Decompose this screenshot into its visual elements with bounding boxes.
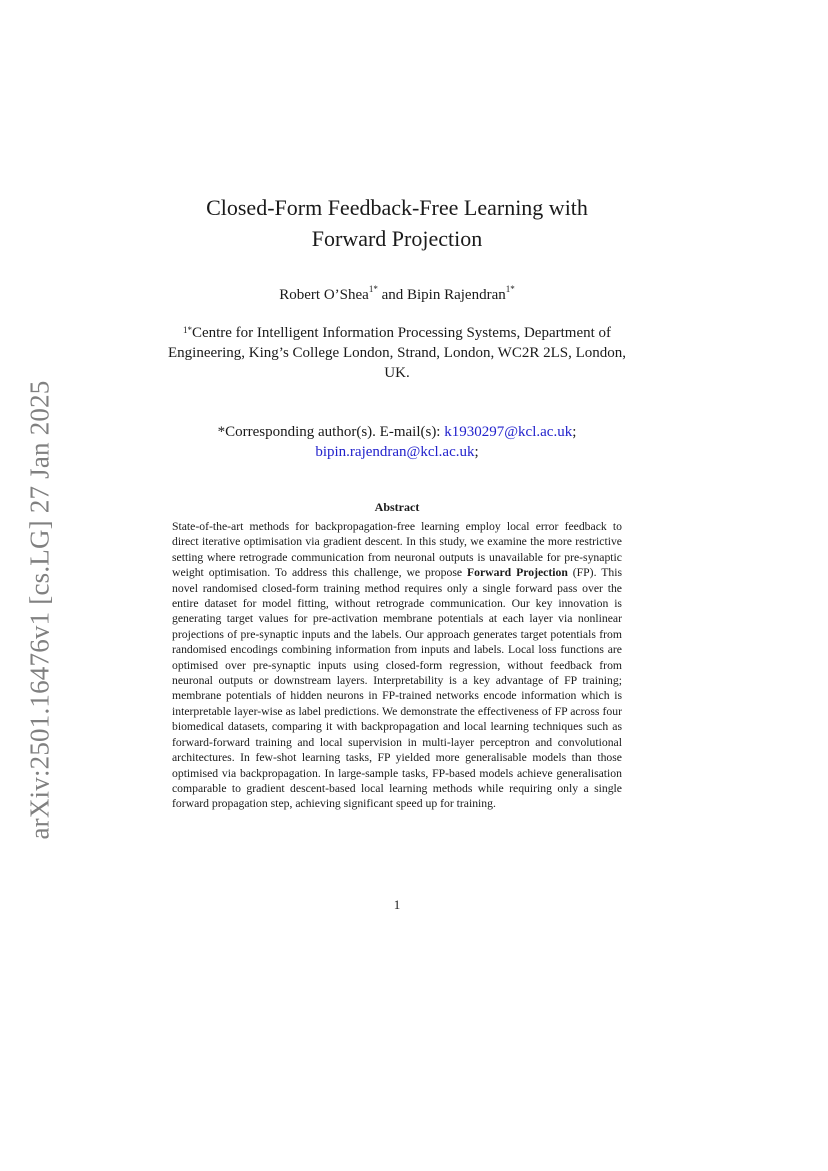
arxiv-stamp: arXiv:2501.16476v1 [cs.LG] 27 Jan 2025 (24, 380, 55, 840)
abstract-text: (FP). This novel randomised closed-form training method requires only a single forward pass over the entire dataset for model fitting, without retrograde communication. Our key innovation is generating target values for pre-activation membrane potentials at each layer via nonlinear projections of pre-synaptic inputs and the labels. Our approach generates target potentials from randomised encodings combining information from inputs and labels. Local loss functions are optimised over pre-synaptic inputs using closed-form regression, without feedback from neuronal outputs or downstream layers. Interpretability is a key advantage of FP training; membrane potentials of hidden neurons in FP-trained networks encode information which is interpretable layer-wise as label predictions. We demonstrate the effectiveness of FP across four biomedical datasets, comparing it with backpropagation and local learning techniques such as forward-forward training and local supervision in multi-layer perceptron and convolutional architectures. In few-shot learning tasks, FP yielded more generalisable models than those optimised via backpropagation. In large-sample tasks, FP-based models achieve generalisation comparable to gradient descent-based local learning methods while requiring only a single forward propagation step, achieving significant speed up for training. (172, 566, 623, 811)
title-line-2: Forward Projection (311, 226, 483, 251)
abstract-body (172, 519, 622, 812)
abstract-bold-term: Forward Projection (467, 566, 568, 580)
author-affiliation-mark: 1* (368, 284, 378, 294)
author-name: Robert O’Shea (279, 287, 369, 303)
affiliation (155, 323, 639, 383)
abstract-text: State-of-the-art methods for backpropagation-free learning employ local error feedback to direct iterative optimisation via gradient descent. In this study, we examine the more restrictive setting where retrograde communication from neuronal outputs is unavailable for pre-synaptic weight optimisation. To address this challenge, we propose (172, 520, 622, 580)
email-separator: ; (572, 424, 577, 440)
author-name: Bipin Rajendran (407, 287, 506, 303)
email-link[interactable]: k1930297@kcl.ac.uk (444, 424, 573, 440)
email-link[interactable]: bipin.rajendran@kcl.ac.uk (315, 444, 475, 460)
email-separator: ; (474, 444, 479, 460)
affiliation-text: Centre for Intelligent Information Processing Systems, Department of Engineering, King’s College London, Strand, London, WC2R 2LS, London, UK. (167, 325, 627, 381)
correspondence-prefix: *Corresponding author(s). E-mail(s): (217, 424, 441, 440)
title-line-1: Closed-Form Feedback-Free Learning with (206, 195, 588, 220)
author-separator: and (377, 287, 407, 303)
affiliation-mark: 1* (182, 325, 192, 335)
abstract-heading: Abstract (374, 500, 420, 514)
paper-title (150, 192, 644, 254)
correspondence (150, 422, 644, 462)
author-list (150, 284, 644, 304)
author-affiliation-mark: 1* (505, 284, 515, 294)
page-number: 1 (393, 897, 401, 912)
